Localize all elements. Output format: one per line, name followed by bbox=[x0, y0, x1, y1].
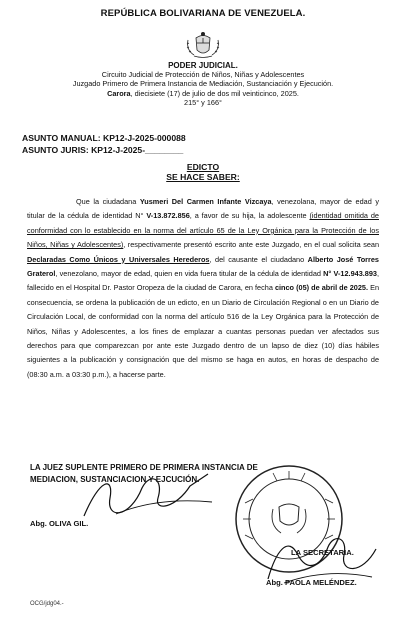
country-heading: REPÚBLICA BOLIVARIANA DE VENEZUELA. bbox=[100, 8, 306, 19]
deceased-id: N° V-12.943.893 bbox=[323, 269, 377, 279]
edicto-title: EDICTO bbox=[186, 162, 220, 172]
edicto-heading bbox=[0, 162, 406, 182]
years-line: 215° y 166° bbox=[184, 97, 222, 107]
judge-signature bbox=[80, 468, 230, 524]
judge-title-line: LA JUEZ SUPLENTE PRIMERO DE PRIMERA INSTANCIA DE bbox=[30, 463, 258, 472]
judge-name: Abg. OLIVA GIL. bbox=[30, 519, 89, 528]
reference-initials: OCG/jdg04.- bbox=[30, 601, 64, 607]
judge-title-line: MEDIACION, SUSTANCIACION Y EJCUCIÓN. bbox=[30, 474, 200, 484]
body-text: En consecuencia, se ordena la publicación de un edicto, en un Diario de Circulación Regional o en un Diario de Circulación Local, de conformidad con la norma del artículo 516 de la Ley Orgánica para la Protección de Niños, Niñas y Adolescentes, a los fines de emplazar a cuantas personas puedan ver afectados sus derechos para que comparezcan por ante este Juzgado dentro de un lapso de diez (10) días hábiles siguientes a la publicación y consignación que del mismo se haga en autos, en horas de despacho de (08:30 a.m. a 03:30 p.m.), a hacerse parte. bbox=[27, 283, 380, 379]
body-text: , venezolano, mayor de edad, quien en vida fuera titular de la cédula de identidad bbox=[55, 269, 324, 279]
court-line: Juzgado Primero de Primera Instancia de Mediación, Sustanciación y Ejecución. bbox=[72, 79, 334, 89]
court-header bbox=[0, 61, 406, 107]
identity-omitted-note: (identidad omitida de conformidad con lo establecido en la norma del artículo 65 de la Ley Orgánica para la Protección de los Niños, Niñas y Adolescentes) bbox=[27, 211, 379, 250]
body-text: , respectivamente presentó escrito ante este Juzgado, en el cual solicita sean bbox=[123, 240, 380, 250]
body-text: , venezolana, mayor de edad y titular de la cédula de identidad N° bbox=[27, 197, 379, 221]
body-text: Que la ciudadana bbox=[76, 197, 140, 206]
death-date: cinco (05) de abril de 2025. bbox=[274, 283, 369, 293]
applicant-name: Yusmeri Del Carmen Infante Vizcaya bbox=[139, 197, 272, 206]
place-name: Carora bbox=[107, 88, 131, 98]
asunto-manual: ASUNTO MANUAL: KP12-J-2025-000088 bbox=[22, 133, 186, 143]
circuit-line: Circuito Judicial de Protección de Niños, Niñas y Adolescentes bbox=[101, 70, 305, 80]
declaration-request: Declaradas Como Únicos y Universales Herederos bbox=[27, 254, 210, 264]
edicto-subtitle: SE HACE SABER: bbox=[166, 172, 240, 182]
date-text: , diecisiete (17) de julio de dos mil veinticinco, 2025. bbox=[130, 88, 299, 98]
branch-heading: PODER JUDICIAL. bbox=[168, 61, 238, 70]
deceased-name: Alberto José Torres Graterol bbox=[27, 254, 379, 279]
coat-of-arms-seal bbox=[176, 30, 230, 60]
date-line bbox=[0, 89, 406, 98]
body-text: , del causante el ciudadano bbox=[209, 254, 308, 264]
body-text: , fallecido en el Hospital Dr. Pastor Oropeza de la ciudad de Carora, en fecha bbox=[27, 269, 379, 293]
secretary-title: LA SECRETARIA. bbox=[291, 548, 354, 557]
edicto-body bbox=[27, 195, 379, 382]
body-text: , a favor de su hija, la adolescente bbox=[189, 211, 310, 221]
asunto-juris: ASUNTO JURIS: KP12-J-2025-________ bbox=[22, 145, 184, 155]
secretary-name: Abg. PAOLA MELÉNDEZ. bbox=[266, 578, 357, 587]
applicant-id: V-13.872.856 bbox=[146, 211, 190, 221]
